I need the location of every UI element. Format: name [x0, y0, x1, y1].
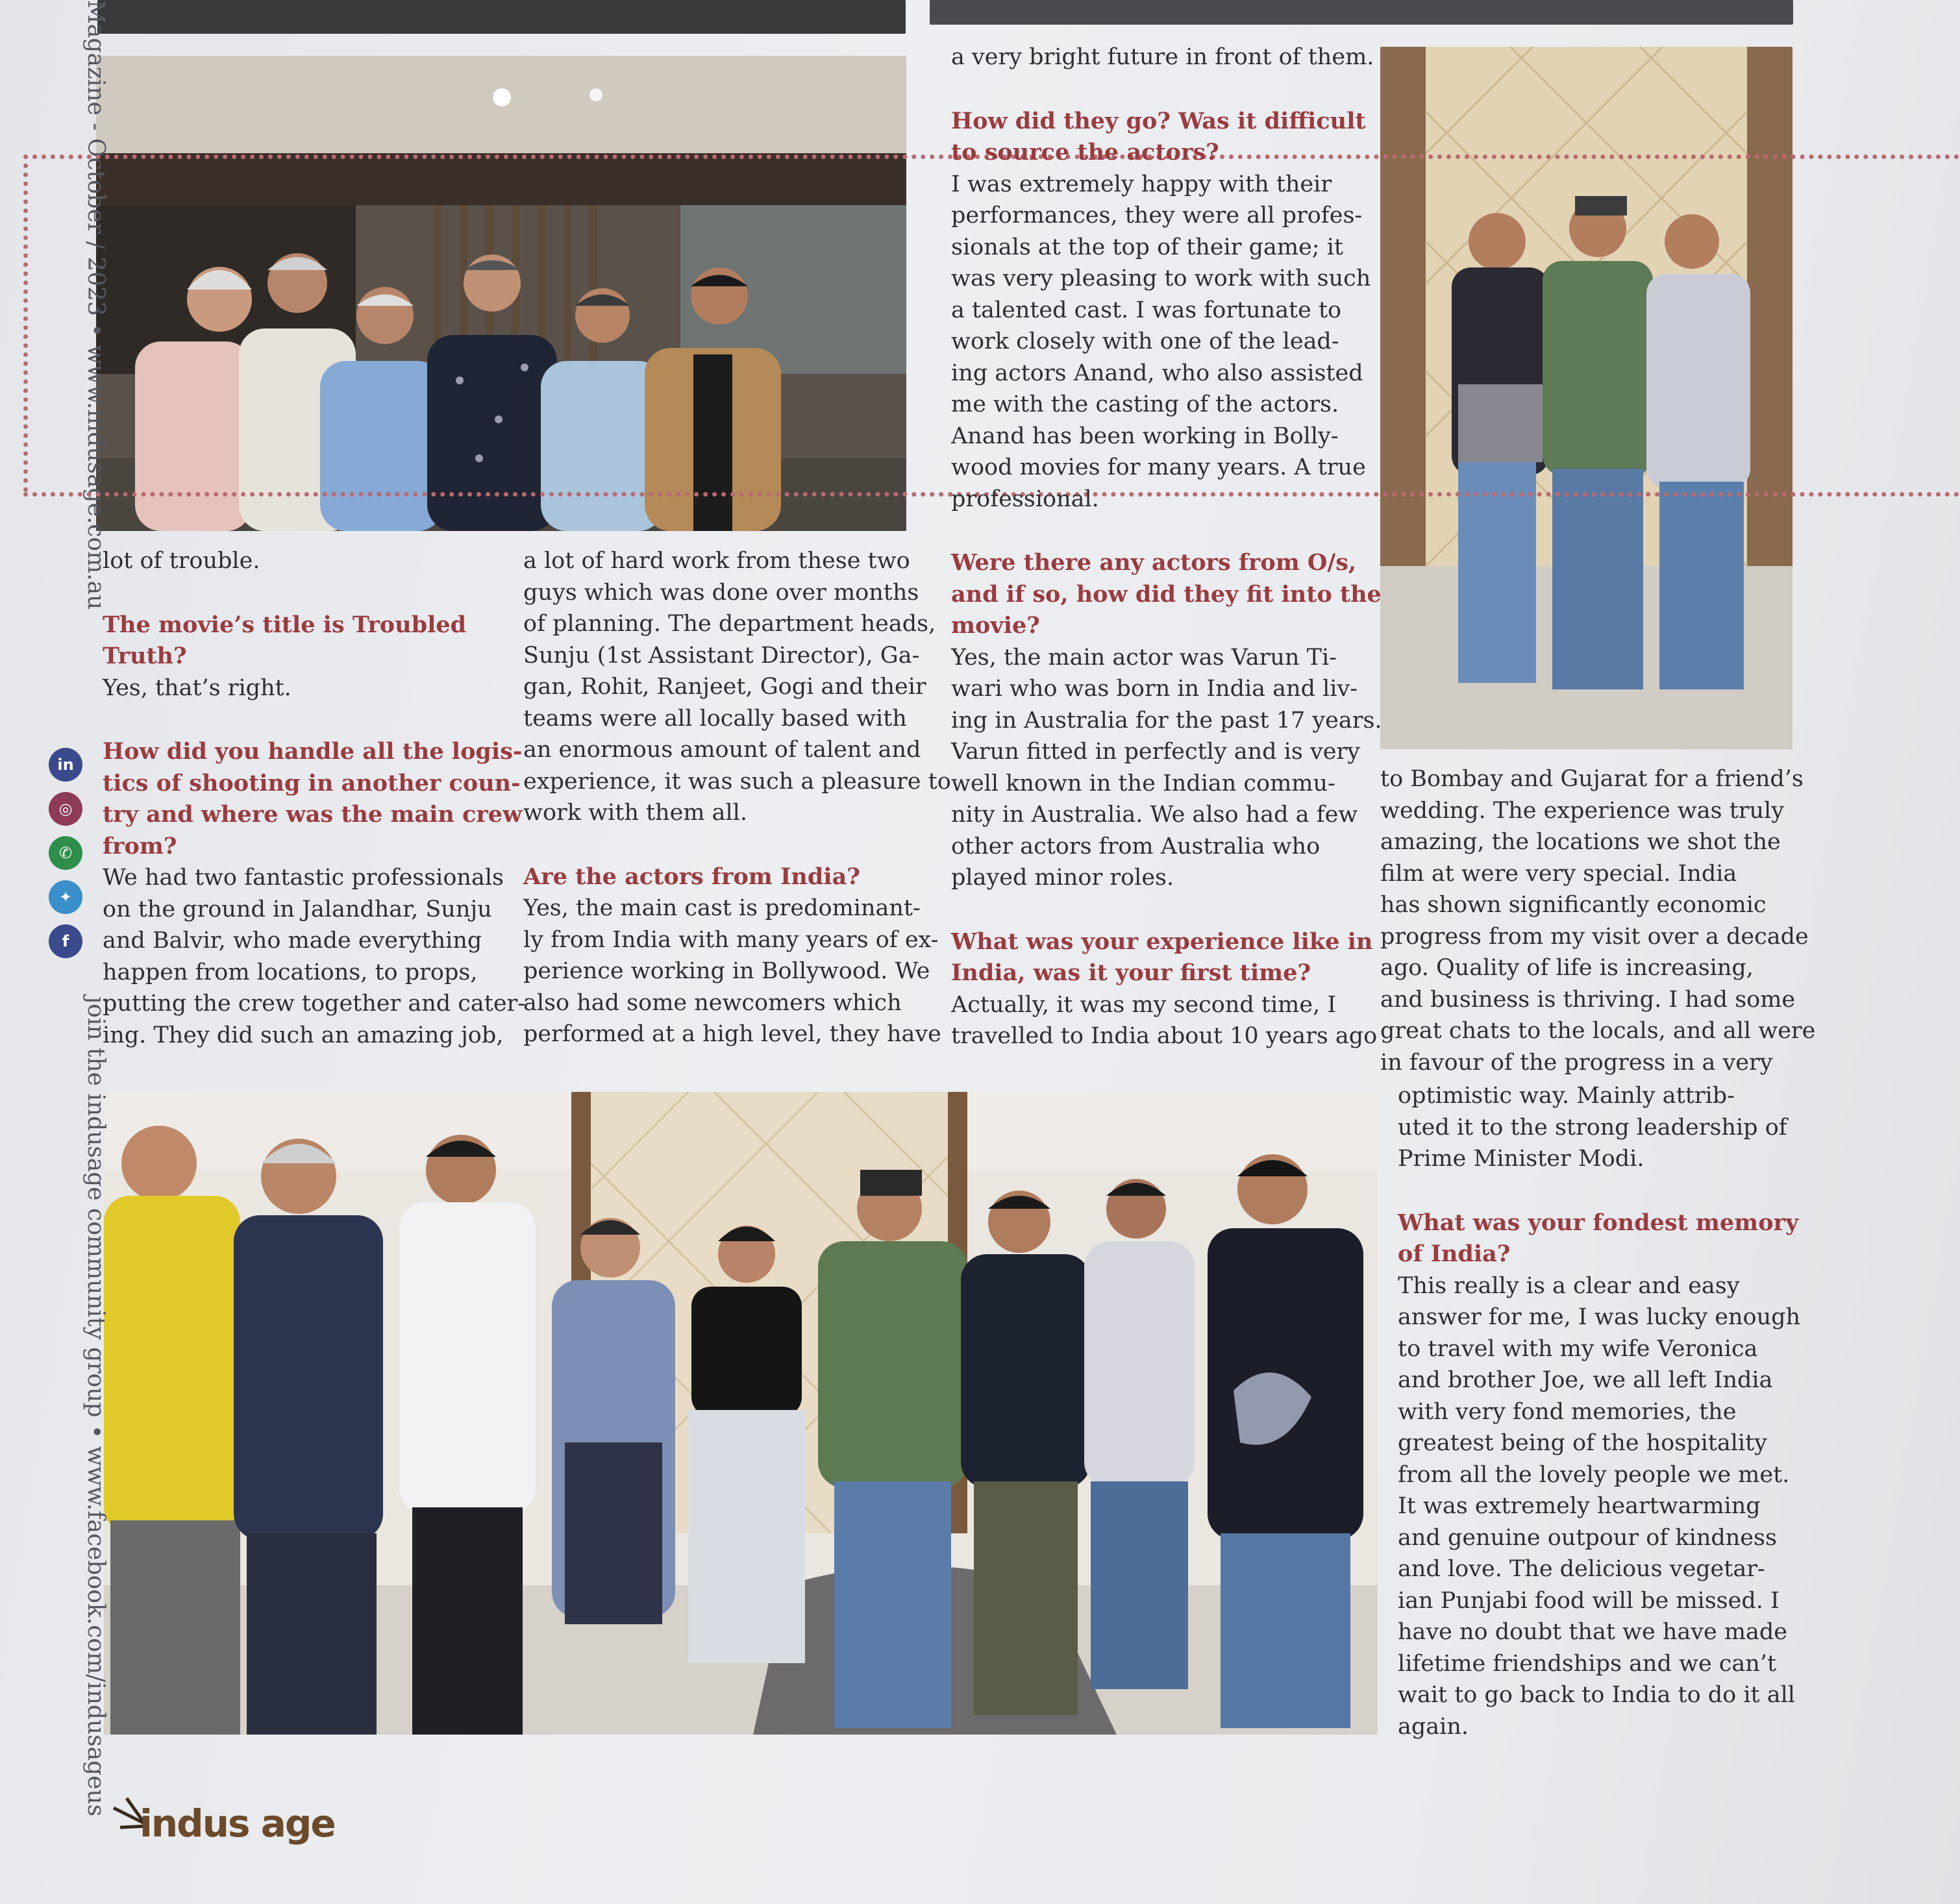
- text-column-4: [1380, 763, 1815, 1078]
- indus-age-logo: [107, 1788, 341, 1860]
- body-line: Varun fitted in perfectly and is very: [951, 739, 1360, 765]
- body-line: This really is a clear and easy: [1398, 1272, 1740, 1299]
- body-line: ing in Australia for the past 17 years.: [951, 707, 1382, 734]
- heading-line: Were there any actors from O/s,: [951, 549, 1357, 576]
- body-line: Yes, that’s right.: [103, 674, 292, 701]
- spine-text-bottom: join the indusage community group • www.facebook.com/indusageus: [82, 996, 109, 1817]
- photo-three-men: [1380, 47, 1793, 749]
- body-line: and business is thriving. I had some: [1380, 986, 1796, 1013]
- body-line: in favour of the progress in a very: [1380, 1049, 1773, 1076]
- body-line: sionals at the top of their game; it: [951, 234, 1343, 260]
- body-line: with very fond memories, the: [1398, 1398, 1737, 1425]
- body-line: work with them all.: [523, 800, 747, 826]
- body-line: ago. Quality of life is increasing,: [1380, 955, 1754, 981]
- paragraph-gap: [523, 829, 951, 861]
- body-line: optimistic way. Mainly attrib-: [1398, 1083, 1735, 1109]
- body-line: wait to go back to India to do it all: [1398, 1682, 1796, 1708]
- heading-line: Are the actors from India?: [523, 863, 860, 890]
- body-line: guys which was done over months: [523, 579, 919, 606]
- body-line: and love. The delicious vegetar-: [1398, 1556, 1765, 1582]
- body-line: ly from India with many years of ex-: [523, 926, 939, 953]
- heading-line: What was your fondest memory: [1398, 1209, 1799, 1236]
- paragraph-gap: [103, 704, 525, 736]
- body-line: an enormous amount of talent and: [523, 737, 921, 763]
- body-line: I was extremely happy with their: [951, 171, 1332, 197]
- body-line: putting the crew together and cater-: [103, 991, 526, 1017]
- body-line: on the ground in Jalandhar, Sunju: [103, 896, 492, 922]
- text-column-5: [1398, 1080, 1800, 1742]
- body-line: great chats to the locals, and all were: [1380, 1018, 1816, 1044]
- heading-line: movie?: [951, 612, 1040, 639]
- instagram-icon[interactable]: ◎: [49, 792, 82, 826]
- linkedin-icon[interactable]: in: [49, 748, 82, 782]
- body-line: film at were very special. India: [1380, 860, 1737, 887]
- heading-line: to source the actors?: [951, 139, 1219, 166]
- large-group-photo: [104, 1092, 1378, 1735]
- heading-line: The movie’s title is Troubled: [103, 611, 467, 638]
- heading-line: of India?: [1398, 1241, 1511, 1267]
- twitter-icon[interactable]: ✦: [49, 880, 82, 914]
- body-line: and brother Joe, we all left India: [1398, 1367, 1773, 1393]
- body-line: lifetime friendships and we can’t: [1398, 1650, 1777, 1677]
- body-line: happen from locations, to props,: [103, 959, 478, 985]
- body-line: wood movies for many years. A true: [951, 454, 1366, 480]
- body-line: other actors from Australia who: [951, 833, 1321, 859]
- body-line: wari who was born in India and liv-: [951, 676, 1358, 702]
- body-line: progress from my visit over a decade: [1380, 923, 1809, 950]
- heading-line: What was your experience like in: [951, 928, 1373, 955]
- whatsapp-icon[interactable]: ✆: [49, 836, 82, 870]
- body-line: perience working in Bollywood. We: [523, 958, 930, 984]
- heading-line: India, was it your first time?: [951, 959, 1311, 986]
- body-line: Prime Minister Modi.: [1398, 1146, 1644, 1172]
- spine-text-top: Magazine - October / 2023 • www.indusage.com.au: [82, 0, 109, 610]
- body-line: teams were all locally based with: [523, 705, 907, 732]
- body-line: performances, they were all profes-: [951, 203, 1363, 229]
- body-line: of planning. The department heads,: [523, 611, 936, 637]
- heading-line: from?: [103, 832, 177, 859]
- body-line: has shown significantly economic: [1380, 892, 1767, 918]
- heading-line: How did you handle all the logis-: [103, 738, 523, 765]
- body-line: performed at a high level, they have: [523, 1021, 941, 1047]
- body-line: a very bright future in front of them.: [951, 44, 1374, 70]
- body-line: Anand has been working in Bolly-: [951, 423, 1339, 449]
- body-line: Yes, the main cast is predominant-: [523, 895, 921, 921]
- paragraph-gap: [951, 515, 1382, 547]
- heading-line: and if so, how did they fit into the: [951, 580, 1382, 608]
- body-line: ing actors Anand, who also assisted: [951, 360, 1363, 386]
- body-line: answer for me, I was lucky enough: [1398, 1304, 1801, 1330]
- body-line: travelled to India about 10 years ago: [951, 1023, 1378, 1049]
- paragraph-gap: [951, 73, 1382, 106]
- body-line: uted it to the strong leadership of: [1398, 1114, 1787, 1141]
- body-line: amazing, the locations we shot the: [1380, 829, 1781, 855]
- body-line: experience, it was such a pleasure to: [523, 768, 951, 795]
- body-line: lot of trouble.: [103, 548, 260, 574]
- facebook-icon[interactable]: f: [49, 924, 82, 958]
- body-line: ian Punjabi food will be missed. I: [1398, 1587, 1780, 1614]
- spine: [38, 0, 109, 1817]
- dotted-guide-left: [23, 155, 28, 492]
- paragraph-gap: [103, 577, 525, 610]
- text-column-2: [523, 545, 951, 1050]
- body-line: Yes, the main actor was Varun Ti-: [951, 644, 1337, 671]
- heading-line: try and where was the main crew: [103, 801, 523, 828]
- body-line: and Balvir, who made everything: [103, 928, 482, 954]
- text-column-1: [103, 545, 525, 1051]
- heading-line: Truth?: [103, 643, 187, 669]
- body-line: well known in the Indian commu-: [951, 770, 1335, 797]
- body-line: We had two fantastic professionals: [103, 865, 504, 891]
- paragraph-gap: [1398, 1175, 1800, 1207]
- body-line: a lot of hard work from these two: [523, 548, 910, 574]
- body-line: professional.: [951, 486, 1099, 512]
- body-line: also had some newcomers which: [523, 989, 902, 1016]
- top-photo-strip-left: [97, 0, 906, 34]
- logo-text: indus age: [140, 1801, 335, 1846]
- text-column-3: [951, 42, 1382, 1052]
- top-photo-strip-right: [930, 0, 1793, 25]
- paragraph-gap: [951, 894, 1382, 926]
- heading-line: tics of shooting in another coun-: [103, 769, 521, 797]
- body-line: nity in Australia. We also had a few: [951, 802, 1358, 828]
- body-line: was very pleasing to work with such: [951, 266, 1371, 291]
- body-line: from all the lovely people we met.: [1398, 1461, 1790, 1488]
- body-line: me with the casting of the actors.: [951, 391, 1339, 417]
- body-line: gan, Rohit, Ranjeet, Gogi and their: [523, 674, 926, 700]
- body-line: greatest being of the hospitality: [1398, 1430, 1767, 1456]
- body-line: Sunju (1st Assistant Director), Ga-: [523, 642, 920, 669]
- body-line: It was extremely heartwarming: [1398, 1493, 1761, 1519]
- body-line: work closely with one of the lead-: [951, 328, 1339, 354]
- body-line: again.: [1398, 1713, 1469, 1740]
- body-line: Actually, it was my second time, I: [951, 991, 1337, 1018]
- body-line: to travel with my wife Veronica: [1398, 1335, 1758, 1362]
- body-line: played minor roles.: [951, 865, 1174, 891]
- body-line: wedding. The experience was truly: [1380, 797, 1785, 824]
- body-line: and genuine outpour of kindness: [1398, 1524, 1777, 1551]
- body-line: ing. They did such an amazing job,: [103, 1022, 504, 1048]
- body-line: to Bombay and Gujarat for a friend’s: [1380, 766, 1804, 792]
- heading-line: How did they go? Was it difficult: [951, 107, 1366, 134]
- body-line: a talented cast. I was fortunate to: [951, 297, 1342, 323]
- body-line: have no doubt that we have made: [1398, 1619, 1788, 1645]
- group-photo-six-men: [96, 56, 906, 531]
